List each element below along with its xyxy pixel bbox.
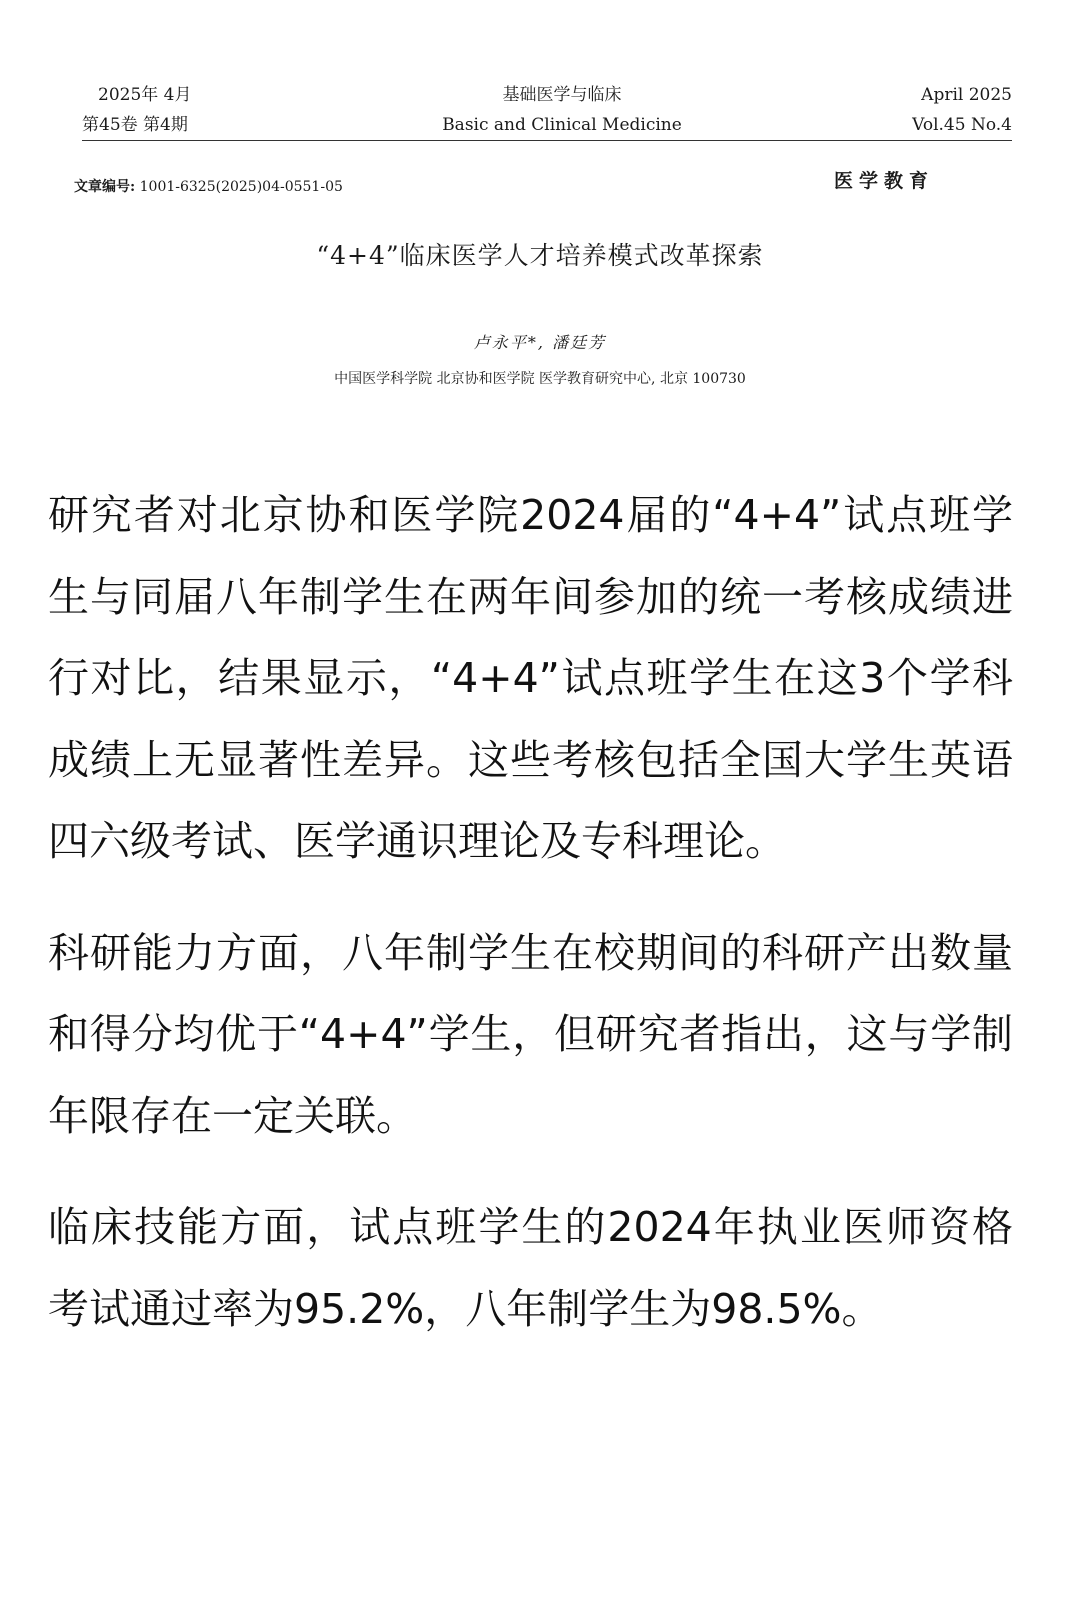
article-id <box>74 176 343 196</box>
journal-header <box>82 80 1012 148</box>
journal-volume-en: Vol.45 No.4 <box>912 115 1012 135</box>
journal-date-en: April 2025 <box>921 85 1012 105</box>
journal-date-cn: 2025年 4月 <box>98 85 192 105</box>
journal-name-cn: 基础医学与临床 <box>502 85 622 105</box>
section-tag: 医学教育 <box>834 170 935 192</box>
journal-issue-date-cn <box>82 80 191 140</box>
article-affiliation: 中国医学科学院 北京协和医学院 医学教育研究中心, 北京 100730 <box>334 371 746 387</box>
journal-issue-date-en <box>912 80 1012 140</box>
journal-name-en: Basic and Clinical Medicine <box>442 115 682 135</box>
header-divider <box>82 140 1012 141</box>
paragraph-clinical-skills: 临床技能方面，试点班学生的2024年执业医师资格考试通过率为95.2%，八年制学生为98.5%。 <box>48 1203 1013 1333</box>
paragraph-exam-comparison: 研究者对北京协和医学院2024届的“4+4”试点班学生与同届八年制学生在两年间参加的统一考核成绩进行对比，结果显示，“4+4”试点班学生在这3个学科成绩上无显著性差异。这些考核包括全国大学生英语四六级考试、医学通识理论及专科理论。 <box>48 491 1013 865</box>
paragraph-research-ability: 科研能力方面，八年制学生在校期间的科研产出数量和得分均优于“4+4”学生，但研究者指出，这与学制年限存在一定关联。 <box>48 928 1013 1140</box>
article-id-value: 1001-6325(2025)04-0551-05 <box>139 179 343 195</box>
article-title: “4+4”临床医学人才培养模式改革探索 <box>316 241 764 270</box>
journal-name <box>412 80 712 140</box>
journal-volume-cn: 第45卷 第4期 <box>82 115 188 135</box>
article-id-label: 文章编号: <box>74 179 136 195</box>
body-text <box>48 475 1013 1350</box>
article-authors: 卢永平*, 潘廷芳 <box>473 333 607 352</box>
article-screenshot <box>22 10 1058 1604</box>
